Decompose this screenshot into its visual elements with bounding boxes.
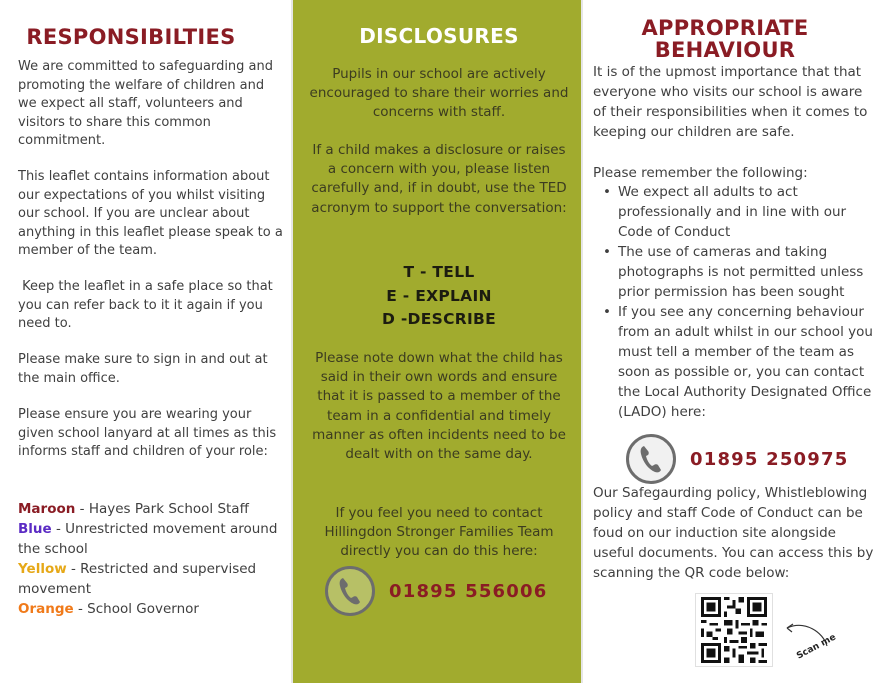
lanyard-item-yellow: [18, 559, 283, 599]
disclosures-title: DISCLOSURES: [359, 24, 519, 48]
intro-paragraph: It is of the upmost importance that that everyone who visits our school is aware of their responsibilities when it comes to keeping our children are safe.: [593, 64, 868, 140]
lanyard-color-name: Maroon: [18, 501, 76, 517]
lanyard-list: [18, 499, 283, 619]
lanyard-description: - Restricted and supervised movement: [18, 561, 257, 597]
lanyard-description: - School Governor: [73, 601, 199, 617]
lanyard-description: - Hayes Park School Staff: [75, 501, 249, 517]
responsibilities-title: RESPONSIBILTIES: [26, 25, 236, 49]
disclosure-guidance-paragraph: If a child makes a disclosure or raises a concern with you, please listen carefully and, if in doubt, use the TED acronym to support the conversation:: [311, 142, 567, 216]
pupils-encouraged-paragraph: Pupils in our school are actively encouraged to share their worries and concerns with staff.: [309, 66, 569, 121]
remember-label: Please remember the following:: [593, 165, 808, 181]
commitment-paragraph: We are committed to safeguarding and promoting the welfare of children and we expect all staff, volunteers and visitors to share this common commitment.: [18, 59, 274, 149]
lanyard-color-name: Blue: [18, 521, 52, 537]
lado-phone[interactable]: [626, 434, 848, 484]
contact-team-paragraph: If you feel you need to contact Hillingdon Stronger Families Team directly you can do this here:: [324, 505, 554, 560]
scan-me-annotation: [775, 612, 839, 668]
title-line-1: APPROPRIATE: [641, 16, 809, 40]
sign-in-paragraph: Please make sure to sign in and out at the main office.: [18, 352, 268, 386]
list-item: • We expect all adults to act professionally and in line with our Code of Conduct: [593, 182, 875, 242]
disclosures-panel: [291, 0, 583, 683]
lanyard-item-maroon: [18, 499, 283, 519]
list-item: • The use of cameras and taking photographs is not permitted unless prior permission has been sought: [593, 242, 875, 302]
stronger-families-phone[interactable]: [325, 566, 547, 616]
appropriate-behaviour-title: [585, 17, 865, 61]
ted-describe: D -DESCRIBE: [381, 310, 497, 328]
qr-code[interactable]: [695, 593, 773, 667]
lanyard-color-name: Yellow: [18, 561, 67, 577]
keep-leaflet-paragraph: Keep the leaflet in a safe place so that you can refer back to it it again if you need to.: [18, 279, 277, 332]
behaviour-list: [593, 182, 875, 422]
lanyard-description: - Unrestricted movement around the school: [18, 521, 278, 557]
phone-icon: [626, 434, 676, 484]
title-line-2: BEHAVIOUR: [654, 38, 796, 62]
leaflet-info-paragraph: This leaflet contains information about our expectations of you whilst visiting our school. If you are unclear about anything in this leaflet please speak to a member of the team.: [18, 169, 283, 259]
lanyard-color-name: Orange: [18, 601, 74, 617]
ted-explain: E - EXPLAIN: [386, 286, 492, 305]
appropriate-behaviour-panel: [585, 0, 880, 683]
lanyard-item-blue: [18, 519, 283, 559]
note-down-paragraph: Please note down what the child has said in their own words and ensure that it is passed to a member of the team in a confidential and timely manner as often incidents need to be dealt with on the same day.: [312, 350, 566, 463]
lanyard-paragraph: Please ensure you are wearing your given school lanyard at all times as this informs staff and children of your role:: [18, 407, 277, 460]
scan-me-label: Scan me: [795, 632, 838, 662]
phone-number: 01895 556006: [389, 580, 548, 602]
phone-number: 01895 250975: [690, 448, 849, 470]
ted-acronym: [293, 261, 585, 332]
phone-icon: [325, 566, 375, 616]
ted-tell: T - TELL: [403, 263, 475, 281]
policy-paragraph: Our Safegaurding policy, Whistleblowing policy and staff Code of Conduct can be foud on our induction site alongside useful documents. You can access this by scanning the QR code below:: [593, 485, 874, 581]
responsibilities-panel: [0, 0, 290, 683]
list-item: • If you see any concerning behaviour from an adult whilst in our school you must tell a member of the team as soon as possible or, you can contact the Local Authority Designated Office (LADO) here:: [593, 302, 875, 422]
lanyard-item-orange: [18, 599, 283, 619]
